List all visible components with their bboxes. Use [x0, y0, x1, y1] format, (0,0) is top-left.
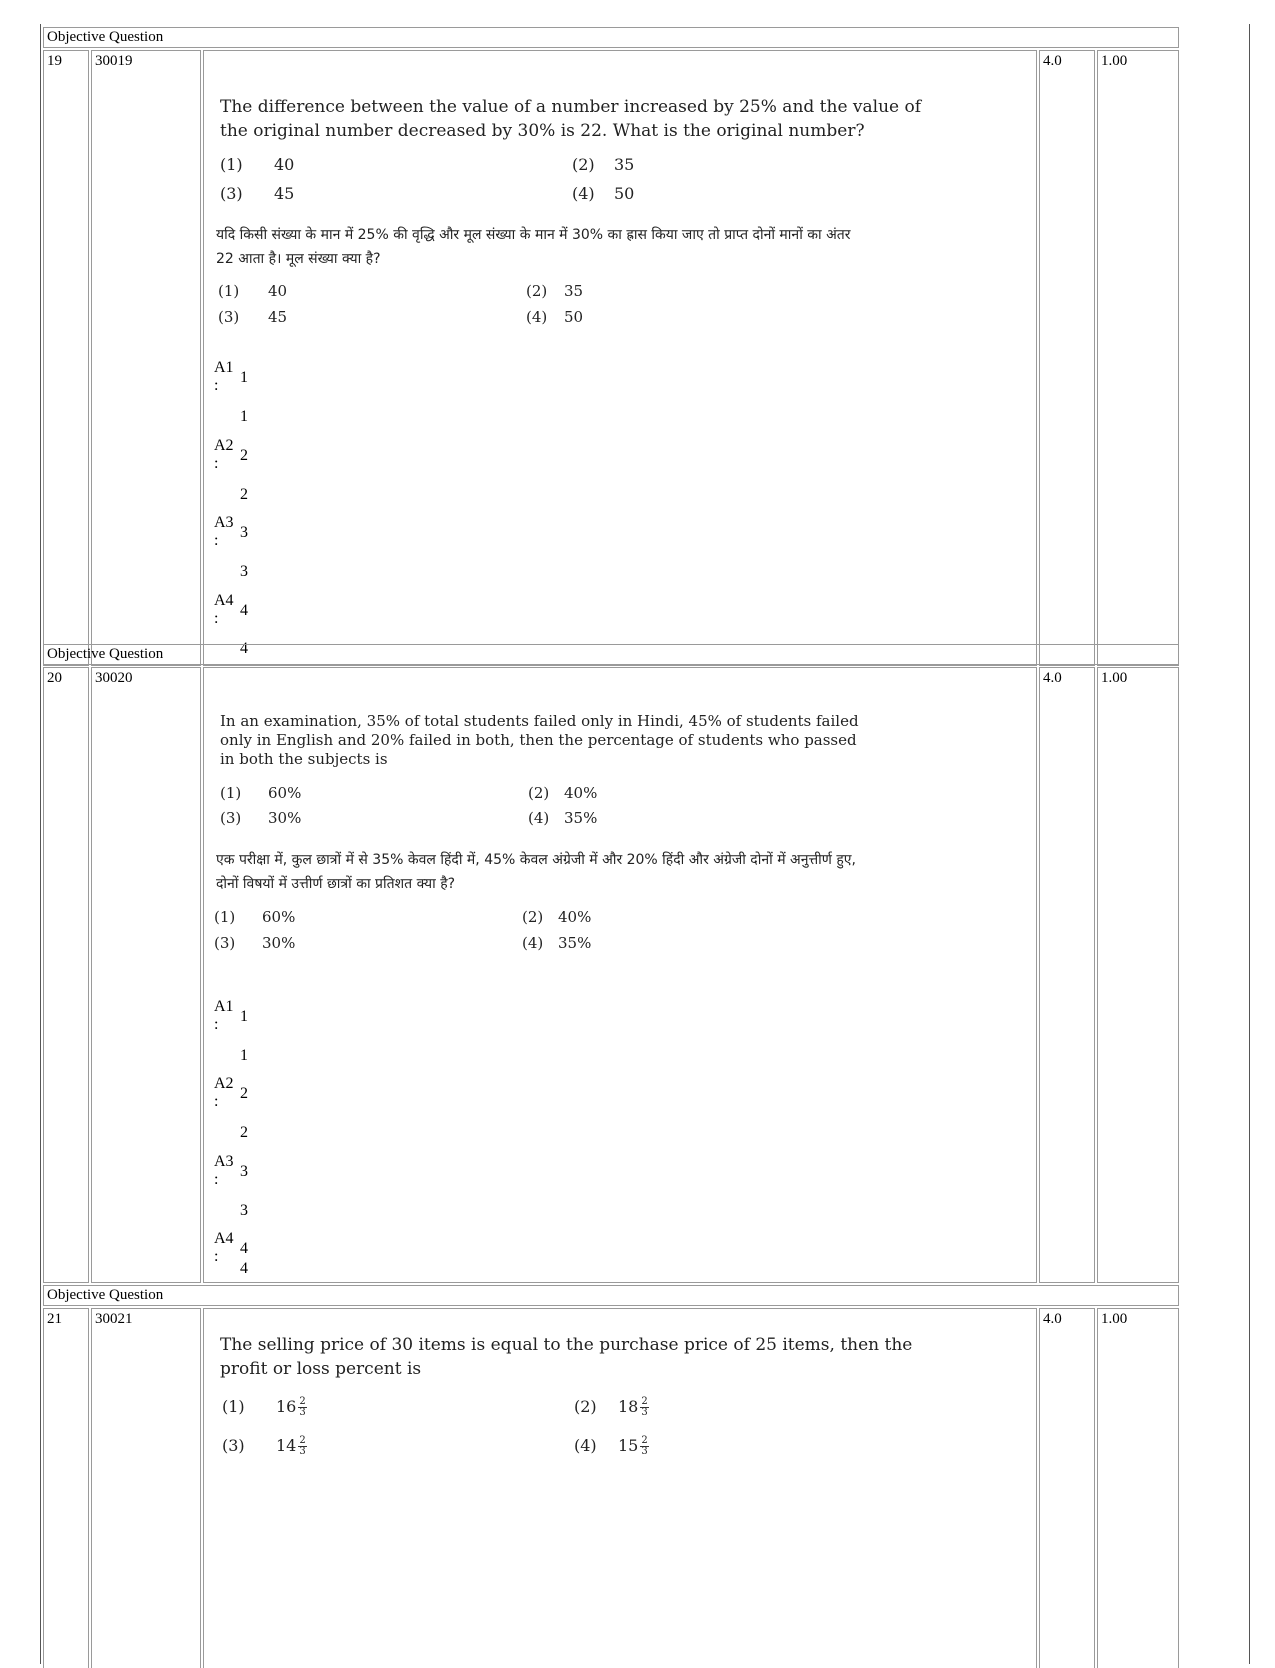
answer-a3-value: 3	[240, 1163, 248, 1180]
question-type-header: Objective Question	[43, 1285, 1179, 1306]
hindi-option-4: (4) 35%	[522, 934, 592, 952]
hindi-option-3: (3) 45	[218, 308, 288, 326]
question-body	[203, 50, 1037, 666]
question-id: 30019	[91, 50, 201, 666]
hindi-option-2: (2) 40%	[522, 908, 592, 926]
fraction: $\frac{2}{3}$	[641, 1396, 648, 1418]
question-text-english: In an examination, 35% of total students failed only in Hindi, 45% of students failed only in English and 20% failed in both, then the percentage of students who passed in both the subjects is	[220, 712, 859, 768]
question-serial: 20	[43, 667, 89, 1283]
fraction: $\frac{2}{3}$	[641, 1435, 648, 1457]
question-body	[203, 1308, 1037, 1668]
option-1: (1) 60%	[220, 784, 302, 802]
option-4: (4) 35%	[528, 809, 598, 827]
answer-a1-content: 1	[240, 408, 248, 425]
answer-a2-content: 2	[240, 1124, 248, 1141]
option-3: (3) 30%	[220, 809, 302, 827]
fraction: $\frac{2}{3}$	[299, 1435, 306, 1457]
question-negative-marks: 1.00	[1097, 1308, 1179, 1668]
hindi-option-4: (4) 50	[526, 308, 584, 326]
option-4: (4) 50	[572, 184, 635, 203]
answer-a3-content: 3	[240, 1202, 248, 1219]
answer-label-a4: A4 :	[214, 592, 234, 627]
option-1: (1) 16 $\frac{2}{3}$	[222, 1396, 306, 1418]
question-marks: 4.0	[1039, 1308, 1095, 1668]
question-negative-marks: 1.00	[1097, 667, 1179, 1283]
hindi-option-3: (3) 30%	[214, 934, 296, 952]
hindi-option-1: (1) 60%	[214, 908, 296, 926]
answer-label-a2: A2 :	[214, 437, 234, 472]
answer-a1-value: 1	[240, 1008, 248, 1025]
option-2: (2) 40%	[528, 784, 598, 802]
answer-label-a3: A3 :	[214, 1153, 234, 1188]
option-2: (2) 35	[572, 155, 635, 174]
question-text-hindi: एक परीक्षा में, कुल छात्रों में से 35% केवल हिंदी में, 45% केवल अंग्रेजी में और 20% हिंदी और अंग्रेजी दोनों में अनुत्तीर्ण हुए, दोनों विषयों में उत्तीर्ण छात्रों का प्रतिशत क्या है?	[216, 852, 857, 892]
answer-a4-content: 4	[240, 1260, 248, 1277]
question-image	[204, 1309, 1036, 1668]
answer-a2-content: 2	[240, 486, 248, 503]
question-body	[203, 667, 1037, 1283]
answer-label-a1: A1 :	[214, 359, 234, 394]
answer-a3-content: 3	[240, 563, 248, 580]
question-serial: 21	[43, 1308, 89, 1668]
question-marks: 4.0	[1039, 50, 1095, 666]
question-type-header: Objective Question	[43, 27, 1179, 48]
answer-label-a2: A2 :	[214, 1075, 234, 1110]
answer-a4-value: 4	[240, 1240, 248, 1257]
answer-label-a4: A4 :	[214, 1230, 234, 1265]
question-text-hindi: यदि किसी संख्या के मान में 25% की वृद्धि और मूल संख्या के मान में 30% का ह्रास किया जाए तो प्राप्त दोनों मानों का अंतर 22 आता है। मूल संख्या क्या है?	[216, 227, 851, 267]
question-marks: 4.0	[1039, 667, 1095, 1283]
answer-a4-value: 4	[240, 602, 248, 619]
question-negative-marks: 1.00	[1097, 50, 1179, 666]
option-3: (3) 45	[220, 184, 295, 203]
answer-a1-content: 1	[240, 1047, 248, 1064]
fraction: $\frac{2}{3}$	[299, 1396, 306, 1418]
answer-a2-value: 2	[240, 1085, 248, 1102]
question-serial: 19	[43, 50, 89, 666]
question-id: 30021	[91, 1308, 201, 1668]
answer-label-a3: A3 :	[214, 514, 234, 549]
hindi-option-1: (1) 40	[218, 282, 288, 300]
answer-a3-value: 3	[240, 524, 248, 541]
question-image	[204, 51, 1036, 665]
answer-a4-content: 4	[240, 640, 248, 657]
answer-a1-value: 1	[240, 369, 248, 386]
answer-label-a1: A1 :	[214, 998, 234, 1033]
option-2: (2) 18 $\frac{2}{3}$	[574, 1396, 648, 1418]
page-frame	[40, 24, 1250, 1664]
question-image	[204, 668, 1036, 1282]
hindi-option-2: (2) 35	[526, 282, 584, 300]
question-text-english: The selling price of 30 items is equal to the purchase price of 25 items, then the profit or loss percent is	[220, 1335, 913, 1379]
question-id: 30020	[91, 667, 201, 1283]
answer-a2-value: 2	[240, 447, 248, 464]
question-type-header: Objective Question	[43, 644, 1179, 665]
question-text-english: The difference between the value of a number increased by 25% and the value of the original number decreased by 30% is 22. What is the original number?	[220, 97, 922, 141]
option-1: (1) 40	[220, 155, 295, 174]
option-3: (3) 14 $\frac{2}{3}$	[222, 1435, 306, 1457]
option-4: (4) 15 $\frac{2}{3}$	[574, 1435, 648, 1457]
